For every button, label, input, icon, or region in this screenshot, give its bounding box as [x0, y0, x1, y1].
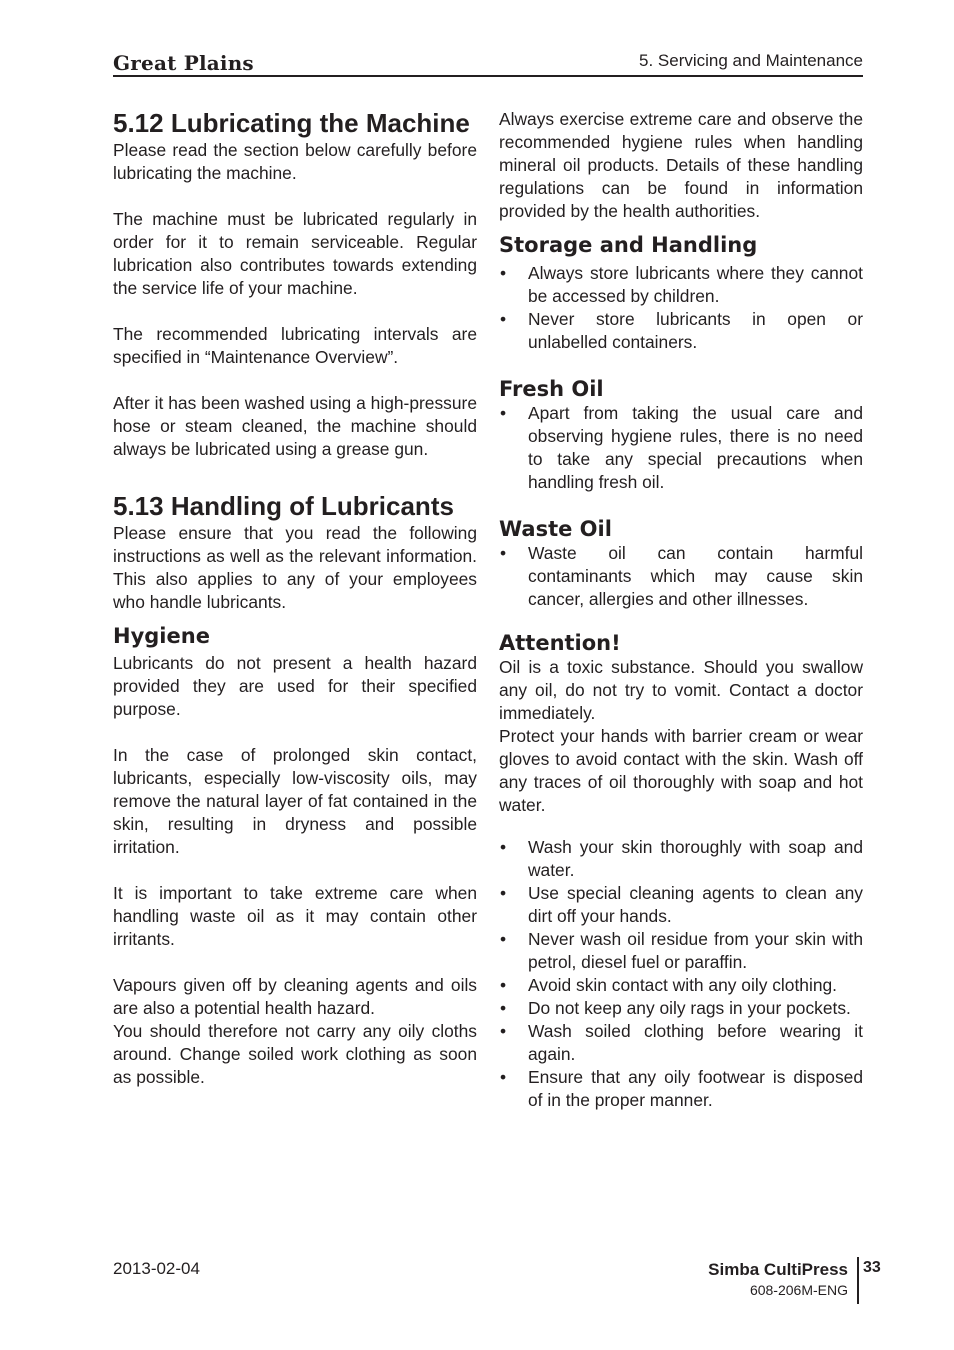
paragraph: The machine must be lubricated regularly in order for it to remain serviceable. Regular lubrication also contributes towards extending the service life of your machine.: [113, 209, 477, 298]
list-item: • Apart from taking the usual care and observing hygiene rules, there is no need to take any special precautions when handling fresh oil.: [500, 403, 863, 492]
paragraph: Vapours given off by cleaning agents and oils are also a potential health hazard.: [113, 975, 477, 1018]
paragraph: Lubricants do not present a health hazard provided they are used for their specified purpose.: [113, 653, 477, 719]
list-item: • Always store lubricants where they cannot be accessed by children.: [500, 263, 863, 306]
footer-date: 2013-02-04: [113, 1259, 200, 1278]
list-item: • Wash soiled clothing before wearing it again.: [500, 1021, 863, 1064]
subheading-attention: Attention!: [499, 631, 621, 655]
paragraph: It is important to take extreme care when handling waste oil as it may contain other irritants.: [113, 883, 477, 949]
right-column: [499, 108, 863, 1112]
paragraph: Oil is a toxic substance. Should you swallow any oil, do not try to vomit. Contact a doctor immediately.: [499, 657, 863, 723]
bullet-icon: •: [500, 883, 507, 903]
bullet-icon: •: [500, 837, 507, 857]
brand-logo: Great Plains: [113, 51, 254, 75]
footer-product-block: [708, 1259, 854, 1299]
bullet-list: [499, 836, 863, 1112]
bullet-icon: •: [500, 1021, 507, 1041]
bullet-icon: •: [500, 929, 507, 949]
list-item: • Avoid skin contact with any oily clothing.: [500, 975, 838, 995]
bullet-icon: •: [500, 263, 507, 283]
running-section-title: 5. Servicing and Maintenance: [639, 51, 863, 70]
subheading-waste-oil: Waste Oil: [499, 517, 612, 541]
paragraph: Always exercise extreme care and observe the recommended hygiene rules when handling mineral oil products. Details of these handling regulations can be found in information provided by the health authorities.: [499, 109, 863, 221]
left-column: [113, 108, 477, 1089]
paragraph: You should therefore not carry any oily cloths around. Change soiled work clothing as soon as possible.: [113, 1021, 477, 1087]
subheading-fresh-oil: Fresh Oil: [499, 377, 604, 401]
bullet-icon: •: [500, 1067, 507, 1087]
list-item: • Waste oil can contain harmful contaminants which may cause skin cancer, allergies and other illnesses.: [500, 543, 863, 609]
bullet-list: [499, 542, 863, 611]
list-item: • Never wash oil residue from your skin with petrol, diesel fuel or paraffin.: [500, 929, 863, 972]
bullet-icon: •: [500, 543, 507, 563]
page-number: 33: [863, 1259, 881, 1276]
footer-divider: [857, 1257, 859, 1304]
subheading-hygiene: Hygiene: [113, 624, 210, 648]
section-title-5-12: 5.12 Lubricating the Machine: [113, 108, 470, 138]
bullet-icon: •: [500, 403, 507, 423]
bullet-list: [499, 402, 863, 494]
paragraph: Please ensure that you read the following instructions as well as the relevant information. This also applies to any of your employees who handle lubricants.: [113, 523, 477, 612]
paragraph: The recommended lubricating intervals are specified in “Maintenance Overview”.: [113, 324, 477, 367]
paragraph: Please read the section below carefully before lubricating the machine.: [113, 140, 477, 183]
list-item: • Wash your skin thoroughly with soap and water.: [500, 837, 863, 880]
page-header: [113, 46, 863, 77]
paragraph: After it has been washed using a high-pressure hose or steam cleaned, the machine should always be lubricated using a grease gun.: [113, 393, 477, 459]
document-number: 608-206M-ENG: [749, 1282, 848, 1298]
paragraph: Protect your hands with barrier cream or wear gloves to avoid contact with the skin. Wash off any traces of oil thoroughly with soap and hot water.: [499, 726, 863, 815]
paragraph: In the case of prolonged skin contact, lubricants, especially low-viscosity oils, may remove the natural layer of fat contained in the skin, resulting in dryness and possible irritation.: [113, 745, 477, 857]
bullet-icon: •: [500, 998, 507, 1018]
product-name: Simba CultiPress: [708, 1260, 848, 1279]
list-item: • Ensure that any oily footwear is disposed of in the proper manner.: [500, 1067, 863, 1110]
bullet-icon: •: [500, 975, 507, 995]
subheading-storage: Storage and Handling: [499, 233, 758, 257]
list-item: • Never store lubricants in open or unlabelled containers.: [500, 309, 863, 352]
section-title-5-13: 5.13 Handling of Lubricants: [113, 491, 454, 521]
list-item: • Use special cleaning agents to clean any dirt off your hands.: [500, 883, 863, 926]
bullet-list: [499, 262, 863, 354]
list-item: • Do not keep any oily rags in your pockets.: [500, 998, 851, 1018]
bullet-icon: •: [500, 309, 507, 329]
